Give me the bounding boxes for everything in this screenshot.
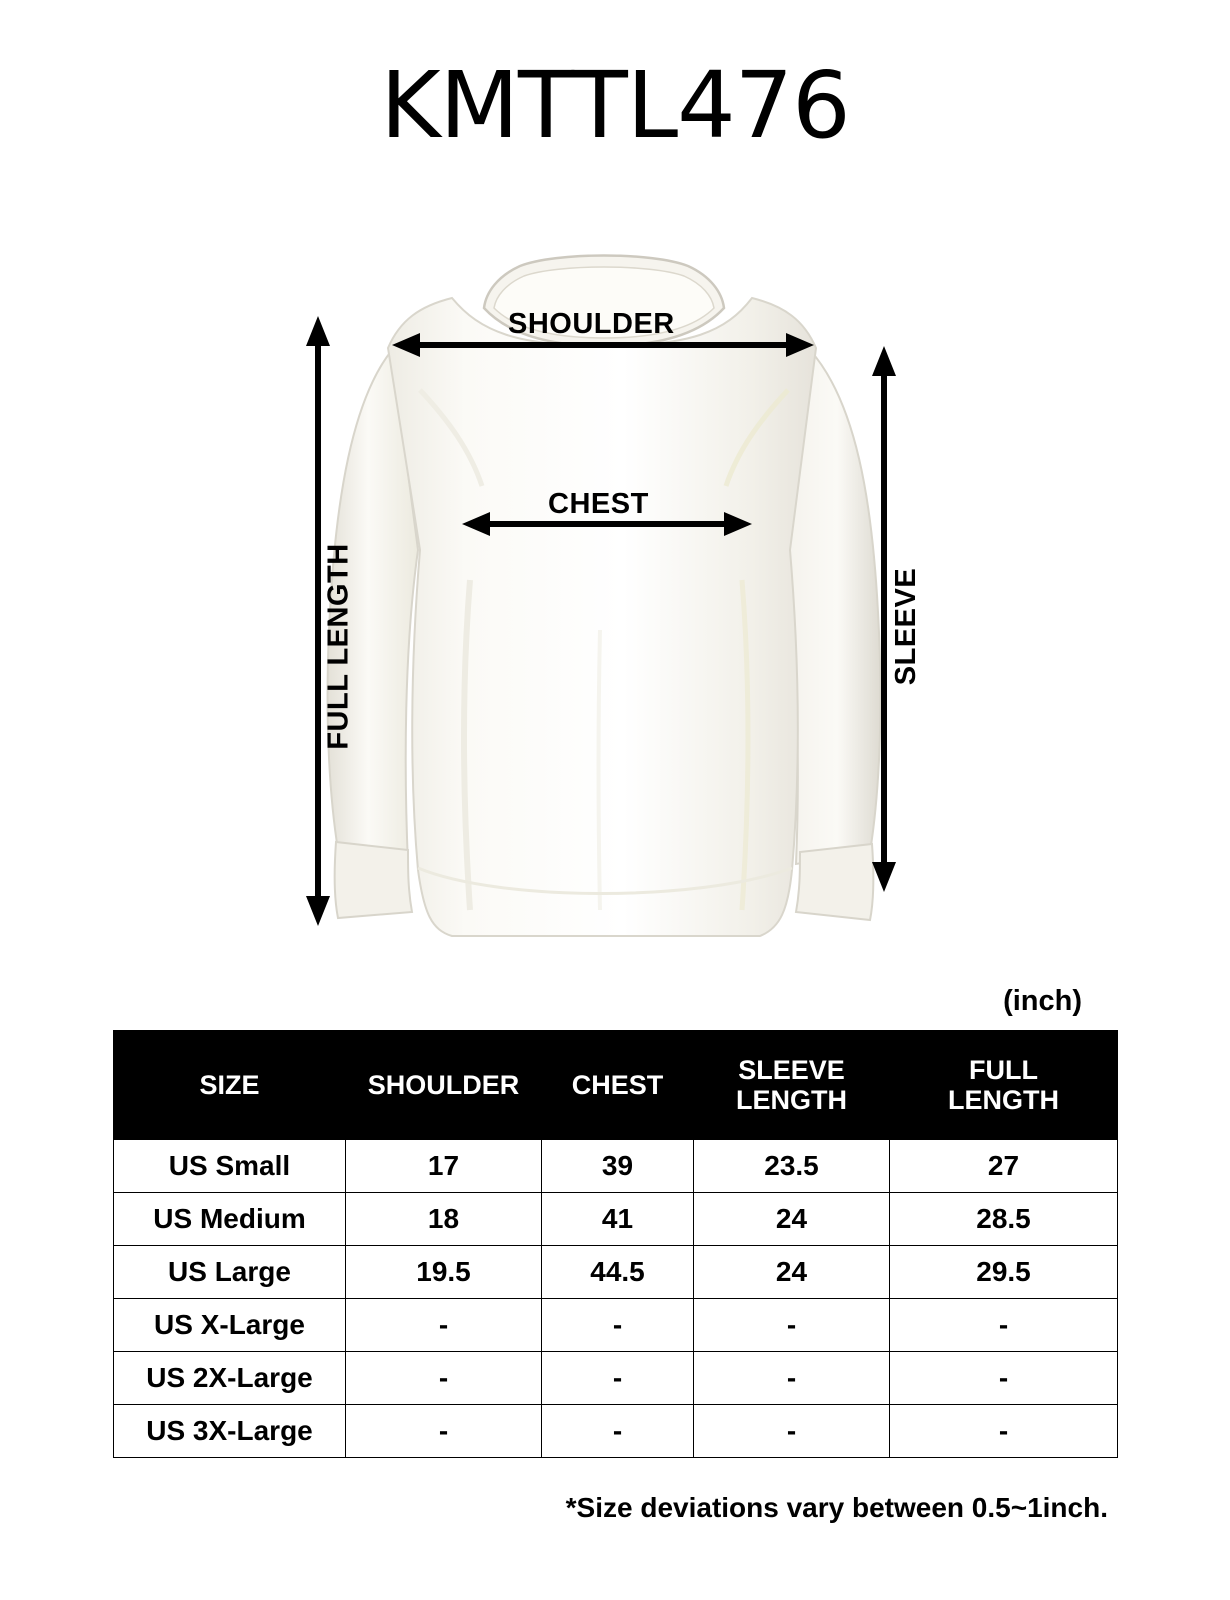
cell-sleeve-length: 24 (694, 1246, 890, 1299)
cell-full-length: - (890, 1405, 1118, 1458)
cell-shoulder: - (346, 1299, 542, 1352)
column-header-full-line1: FULL (969, 1054, 1038, 1085)
table-row (114, 1246, 1118, 1299)
cell-full-length: 27 (890, 1140, 1118, 1193)
column-header-full-line2: LENGTH (948, 1085, 1059, 1115)
table-row (114, 1352, 1118, 1405)
cell-shoulder: - (346, 1405, 542, 1458)
cell-shoulder: - (346, 1352, 542, 1405)
cell-chest: 39 (542, 1140, 694, 1193)
size-deviation-footnote: *Size deviations vary between 0.5~1inch. (565, 1492, 1108, 1523)
garment-measurement-diagram (0, 250, 1230, 970)
table-row (114, 1299, 1118, 1352)
cell-chest: - (542, 1299, 694, 1352)
column-header-chest: CHEST (542, 1031, 694, 1140)
label-full-length: FULL LENGTH (322, 543, 355, 750)
cell-sleeve-length: 24 (694, 1193, 890, 1246)
label-shoulder: SHOULDER (508, 308, 675, 340)
cell-full-length: - (890, 1352, 1118, 1405)
cell-shoulder: 18 (346, 1193, 542, 1246)
table-header-row (114, 1031, 1118, 1140)
column-header-sleeve-line2: LENGTH (736, 1085, 847, 1115)
column-header-full-length (890, 1031, 1118, 1140)
cell-size: US X-Large (114, 1299, 346, 1352)
shirt-illustration (0, 250, 1230, 970)
label-sleeve: SLEEVE (890, 567, 923, 686)
cell-size: US Small (114, 1140, 346, 1193)
column-header-shoulder: SHOULDER (346, 1031, 542, 1140)
column-header-sleeve-line1: SLEEVE (738, 1054, 845, 1085)
cell-chest: - (542, 1352, 694, 1405)
cell-sleeve-length: 23.5 (694, 1140, 890, 1193)
cell-chest: 41 (542, 1193, 694, 1246)
cell-size: US Large (114, 1246, 346, 1299)
table-row (114, 1140, 1118, 1193)
unit-note: (inch) (1003, 985, 1082, 1017)
cell-chest: 44.5 (542, 1246, 694, 1299)
table-row (114, 1193, 1118, 1246)
cell-size: US 2X-Large (114, 1352, 346, 1405)
column-header-sleeve-length (694, 1031, 890, 1140)
column-header-size: SIZE (114, 1031, 346, 1140)
cell-full-length: - (890, 1299, 1118, 1352)
cell-shoulder: 19.5 (346, 1246, 542, 1299)
cell-full-length: 29.5 (890, 1246, 1118, 1299)
label-chest: CHEST (548, 488, 649, 520)
cell-full-length: 28.5 (890, 1193, 1118, 1246)
table-row (114, 1405, 1118, 1458)
cell-size: US 3X-Large (114, 1405, 346, 1458)
cell-sleeve-length: - (694, 1299, 890, 1352)
cell-shoulder: 17 (346, 1140, 542, 1193)
shirt-body (328, 256, 881, 937)
cell-sleeve-length: - (694, 1405, 890, 1458)
size-chart-table (113, 1030, 1118, 1458)
page-title: KMTTL476 (380, 52, 850, 159)
cell-chest: - (542, 1405, 694, 1458)
cell-sleeve-length: - (694, 1352, 890, 1405)
cell-size: US Medium (114, 1193, 346, 1246)
